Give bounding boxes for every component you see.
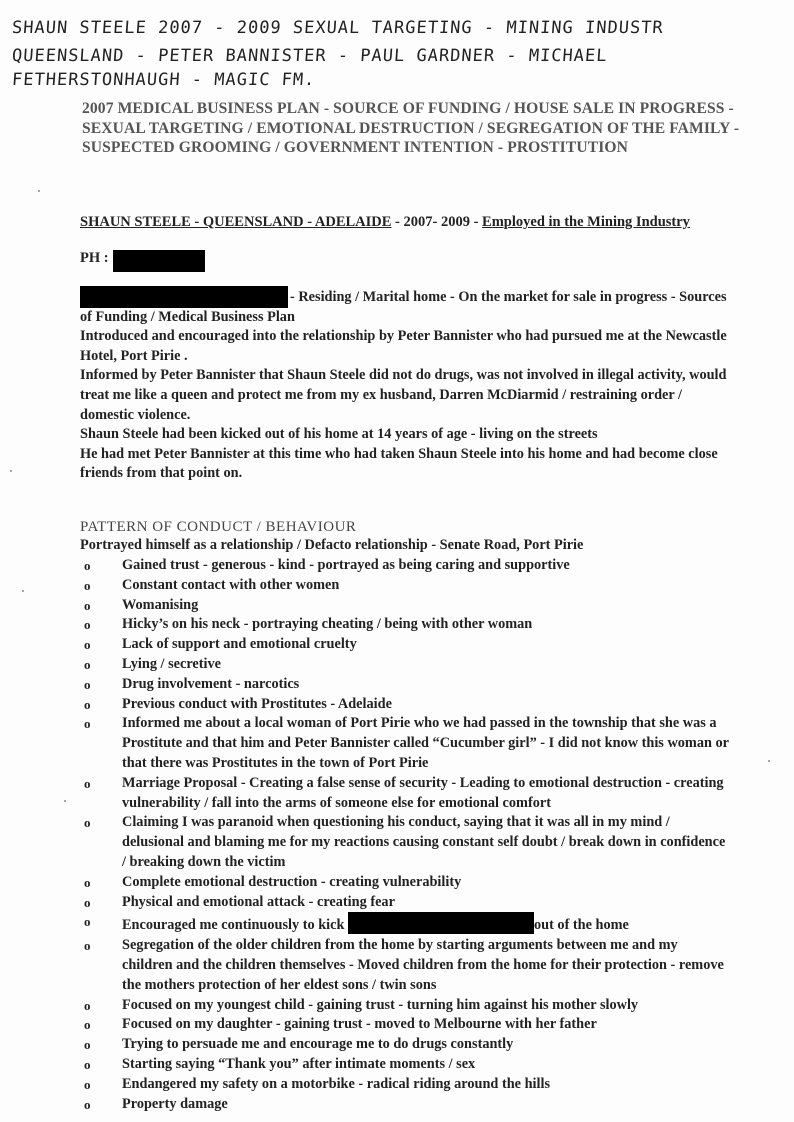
handwritten-note-line-2: QUEENSLAND - PETER BANNISTER - PAUL GARDNER - MICHAEL xyxy=(11,46,609,66)
bullet-icon: o xyxy=(84,914,91,930)
intro-p3: Informed by Peter Bannister that Shaun Steele did not do drugs, was not involved in illegal activity, would treat me like a queen and protect me from my ex husband, Darren McDiarmid / restraining order / domestic violence. xyxy=(80,367,727,423)
list-item xyxy=(80,714,730,773)
bullet-icon: o xyxy=(84,775,91,791)
list-item-text: Informed me about a local woman of Port Pirie who we had passed in the township that she was a Prostitute and that him and Peter Bannister called “Cucumber girl” - I did not know this woman or that there was Prostitutes in the town of Port Pirie xyxy=(122,715,729,771)
list-item-text: Property damage xyxy=(122,1095,228,1112)
scan-speck xyxy=(768,760,770,762)
conduct-subtitle: Portrayed himself as a relationship / Defacto relationship - Senate Road, Port Pirie xyxy=(80,537,584,553)
list-item xyxy=(80,615,730,635)
document-heading: 2007 MEDICAL BUSINESS PLAN - SOURCE OF FUNDING / HOUSE SALE IN PROGRESS - SEXUAL TARGETING / EMOTIONAL DESTRUCTION / SEGREGATION OF THE FAMILY - SUSPECTED GROOMING / GOVERNMENT INTENTION - PROSTITUTION xyxy=(82,100,740,156)
bullet-icon: o xyxy=(84,1037,91,1053)
bullet-icon: o xyxy=(84,597,91,613)
conduct-list xyxy=(80,556,730,1114)
bullet-icon: o xyxy=(84,874,91,890)
section-title-years: - 2007- 2009 - xyxy=(391,214,483,230)
bullet-icon: o xyxy=(84,1056,91,1072)
bullet-icon: o xyxy=(84,1096,91,1112)
list-item xyxy=(80,596,730,616)
list-item xyxy=(80,774,730,814)
bullet-icon: o xyxy=(84,696,91,712)
handwritten-note-line-1: SHAUN STEELE 2007 - 2009 SEXUAL TARGETING - MINING INDUSTR xyxy=(11,18,665,38)
list-item xyxy=(80,655,730,675)
list-item xyxy=(80,556,730,576)
intro-line-1-text: - Residing / Marital home - On the market for sale in progress - Sources of Funding / Medical Business Plan xyxy=(80,289,727,325)
list-item-text: Complete emotional destruction - creating vulnerability xyxy=(122,873,462,890)
list-item xyxy=(80,1095,730,1115)
scan-speck xyxy=(64,800,66,802)
list-item xyxy=(80,1075,730,1095)
list-item-text: Trying to persuade me and encourage me to do drugs constantly xyxy=(122,1036,514,1053)
intro-p5: He had met Peter Bannister at this time who had taken Shaun Steele into his home and had become close friends from that point on. xyxy=(80,445,718,482)
list-item-text: Marriage Proposal - Creating a false sense of security - Leading to emotional destruction - creating vulnerability / fall into the arms of someone else for emotional comfort xyxy=(122,774,724,811)
redaction-phone xyxy=(113,250,205,272)
bullet-icon: o xyxy=(84,656,91,672)
bullet-icon: o xyxy=(84,617,91,633)
list-item xyxy=(80,893,730,913)
intro-line-1 xyxy=(80,288,730,327)
bullet-icon: o xyxy=(84,997,91,1013)
list-item xyxy=(80,912,730,936)
list-item xyxy=(80,695,730,715)
section-title xyxy=(80,213,730,232)
list-item-text: Segregation of the older children from the home by starting arguments between me and my children and the children themselves - Moved children from the home for their protection - remove the mothers protection of her eldest sons / twin sons xyxy=(122,937,724,993)
list-item-text: Lack of support and emotional cruelty xyxy=(122,636,357,653)
list-item-text: Endangered my safety on a motorbike - radical riding around the hills xyxy=(122,1075,551,1092)
bullet-icon: o xyxy=(84,716,91,732)
phone-label: PH : xyxy=(80,250,109,266)
intro-p2: Introduced and encouraged into the relationship by Peter Bannister who had pursued me at the Newcastle Hotel, Port Pirie . xyxy=(80,328,727,364)
intro-paragraph xyxy=(80,288,730,484)
bullet-icon: o xyxy=(84,1076,91,1092)
list-item-text: Starting saying “Thank you” after intimate moments / sex xyxy=(122,1055,476,1072)
list-item xyxy=(80,873,730,893)
list-item-text: Constant contact with other women xyxy=(122,576,340,593)
list-item xyxy=(80,1035,730,1055)
scan-speck xyxy=(38,190,40,192)
list-item-text: Previous conduct with Prostitutes - Adelaide xyxy=(122,695,392,712)
list-item-text: Physical and emotional attack - creating fear xyxy=(122,893,395,910)
bullet-icon: o xyxy=(84,558,91,573)
handwritten-note-line-3: FETHERSTONHAUGH - MAGIC FM. xyxy=(11,70,317,90)
list-item-text: Encouraged me continuously to kick xyxy=(122,917,345,934)
list-item-text: Hicky’s on his neck - portraying cheating / being with other woman xyxy=(122,616,533,633)
bullet-icon: o xyxy=(84,815,91,831)
list-item-text: Focused on my daughter - gaining trust - moved to Melbourne with her father xyxy=(122,1016,597,1033)
list-item xyxy=(80,996,730,1016)
list-item xyxy=(80,576,730,596)
list-item-text: Claiming I was paranoid when questioning his conduct, saying that it was all in my mind / delusional and blaming me for my reactions causing constant self doubt / break down in confidence / breaking down the victim xyxy=(122,814,726,870)
conduct-title: PATTERN OF CONDUCT / BEHAVIOUR xyxy=(80,519,357,535)
list-item xyxy=(80,813,730,872)
bullet-icon: o xyxy=(84,676,91,692)
list-item-text: Gained trust - generous - kind - portrayed as being caring and supportive xyxy=(122,557,570,573)
bullet-icon: o xyxy=(84,637,91,653)
list-item xyxy=(80,675,730,695)
redaction-names xyxy=(348,912,534,934)
list-item-text: Focused on my youngest child - gaining trust - turning him against his mother slowly xyxy=(122,996,639,1013)
section-title-name: SHAUN STEELE - QUEENSLAND - ADELAIDE xyxy=(80,214,392,230)
list-item xyxy=(80,635,730,655)
bullet-icon: o xyxy=(84,938,91,954)
bullet-icon: o xyxy=(84,894,91,910)
list-item-text: Lying / secretive xyxy=(122,655,222,672)
bullet-icon: o xyxy=(84,1017,91,1033)
scan-speck xyxy=(22,590,24,592)
intro-p4: Shaun Steele had been kicked out of his home at 14 years of age - living on the streets xyxy=(80,426,598,443)
list-item-text-tail: out of the home xyxy=(534,917,629,934)
list-item-text: Drug involvement - narcotics xyxy=(122,675,300,692)
section-title-employment: Employed in the Mining Industry xyxy=(482,214,690,230)
scan-speck xyxy=(10,470,12,472)
list-item xyxy=(80,1055,730,1075)
list-item-text: Womanising xyxy=(122,596,199,613)
list-item xyxy=(80,936,730,995)
list-item xyxy=(80,1015,730,1035)
bullet-icon: o xyxy=(84,577,91,593)
